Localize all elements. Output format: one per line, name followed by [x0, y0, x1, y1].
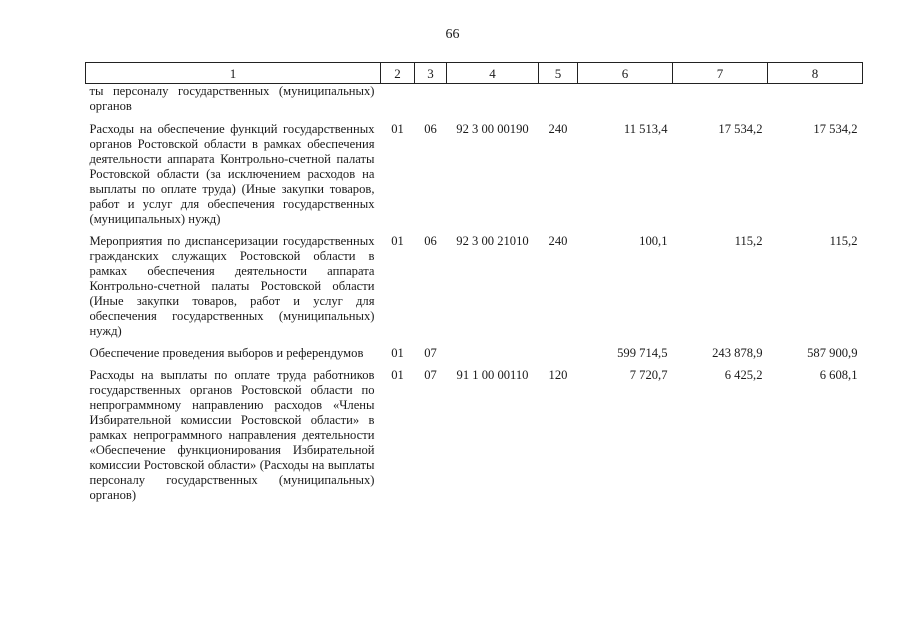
row-value-col6	[578, 84, 673, 123]
row-section-code: 01	[391, 368, 404, 382]
row-section-code	[381, 84, 415, 123]
row-subsection-code: 06	[424, 122, 437, 136]
row-value-col6: 100,1	[639, 234, 668, 248]
row-value-col8: 115,2	[829, 234, 858, 248]
row-description: ты персоналу государственных (муниципальных) органов	[89, 84, 375, 113]
column-header: 4	[447, 63, 539, 84]
table-row	[86, 234, 863, 346]
row-expense-type: 120	[548, 368, 568, 382]
table-row	[86, 122, 863, 234]
row-subsection-code	[415, 84, 447, 123]
row-subsection-code: 07	[424, 346, 437, 360]
row-subsection-code: 06	[424, 234, 437, 248]
row-value-col7: 17 534,2	[718, 122, 763, 136]
budget-table	[85, 62, 863, 510]
row-section-code: 01	[391, 122, 404, 136]
row-target-article: 91 1 00 00110	[456, 368, 529, 382]
row-expense-type	[539, 346, 578, 368]
column-header: 6	[578, 63, 673, 84]
column-header: 5	[539, 63, 578, 84]
row-description: Расходы на обеспечение функций государственных органов Ростовской области в рамках обеспечения деятельности аппарата Контрольно-счетной палаты Ростовской области (за исключением расходов на выплаты по оплате труда) (Иные закупки товаров, работ и услуг для обеспечения государственных (муниципальных) нужд)	[89, 122, 375, 226]
page-number: 66	[445, 27, 460, 42]
row-value-col7: 243 878,9	[712, 346, 763, 360]
row-target-article	[447, 346, 539, 368]
row-target-article: 92 3 00 00190	[456, 122, 529, 136]
row-target-article	[447, 84, 539, 123]
row-section-code: 01	[391, 346, 404, 360]
column-header: 1	[86, 63, 381, 84]
row-value-col6: 599 714,5	[617, 346, 668, 360]
row-value-col8: 6 608,1	[819, 368, 858, 382]
table-row	[86, 368, 863, 510]
row-description: Мероприятия по диспансеризации государственных гражданских служащих Ростовской области в рамках обеспечения деятельности аппарата Контрольно-счетной палаты Ростовской области (Иные закупки товаров, работ и услуг для обеспечения государственных (муниципальных) нужд)	[89, 234, 375, 338]
row-value-col6: 11 513,4	[623, 122, 668, 136]
row-description: Обеспечение проведения выборов и референдумов	[89, 346, 364, 360]
column-header: 7	[673, 63, 768, 84]
row-subsection-code: 07	[424, 368, 437, 382]
column-header: 2	[381, 63, 415, 84]
row-value-col7: 115,2	[734, 234, 763, 248]
row-target-article: 92 3 00 21010	[456, 234, 529, 248]
row-value-col6: 7 720,7	[629, 368, 668, 382]
row-section-code: 01	[391, 234, 404, 248]
row-value-col7: 6 425,2	[724, 368, 763, 382]
table-row	[86, 84, 863, 123]
row-value-col7	[673, 84, 768, 123]
table-row	[86, 346, 863, 368]
column-header: 8	[768, 63, 863, 84]
row-expense-type	[539, 84, 578, 123]
header-row	[86, 63, 863, 84]
row-expense-type: 240	[548, 122, 568, 136]
row-description: Расходы на выплаты по оплате труда работников государственных органов Ростовской области по непрограммному направлению расходов «Члены Избирательной комиссии Ростовской области» в рамках непрограммного направления деятельности «Обеспечение функционирования Избирательной комиссии Ростовской области» (Расходы на выплаты персоналу государственных (муниципальных) органов)	[89, 368, 375, 502]
row-expense-type: 240	[548, 234, 568, 248]
row-value-col8: 587 900,9	[807, 346, 858, 360]
column-header: 3	[415, 63, 447, 84]
row-value-col8	[768, 84, 863, 123]
row-value-col8: 17 534,2	[813, 122, 858, 136]
